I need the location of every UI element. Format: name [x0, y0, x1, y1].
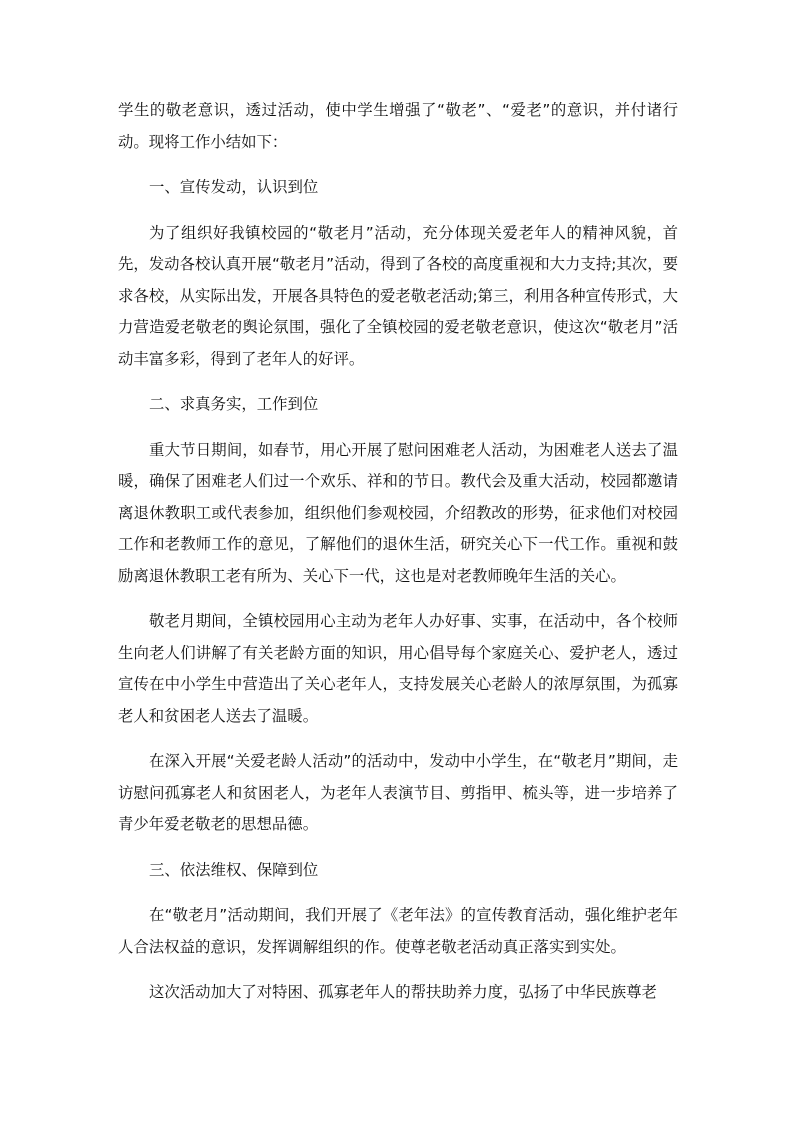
paragraph-publicity: 为了组织好我镇校园的“敬老月”活动，充分体现关爱老年人的精神风貌，首先，发动各校认真开展“敬老月”活动，得到了各校的高度重视和大力支持;其次，要求各校，从实际出发，开展各具特色的爱老敬老活动;第三，利用各种宣传形式，大力营造爱老敬老的舆论氛围，强化了全镇校园的爱老敬老意识，使这次“敬老月”活动丰富多彩，得到了老年人的好评。	[118, 223, 678, 368]
section-heading-publicity: 一、宣传发动，认识到位	[149, 178, 319, 196]
paragraph-summary-start: 这次活动加大了对特困、孤寡老年人的帮扶助养力度，弘扬了中华民族尊老	[149, 983, 657, 1001]
section-heading-practical-work: 二、求真务实，工作到位	[149, 395, 319, 413]
paragraph-law-education: 在“敬老月”活动期间，我们开展了《老年法》的宣传教育活动，强化维护老年人合法权益的意识，发挥调解组织的作。使尊老敬老活动真正落实到实处。	[118, 906, 678, 956]
paragraph-holiday-visits: 重大节日期间，如春节，用心开展了慰问困难老人活动，为困难老人送去了温暖，确保了困难老人们过一个欢乐、祥和的节日。教代会及重大活动，校园都邀请离退休教职工或代表参加，组织他们参观校园，介绍教改的形势，征求他们对校园工作和老教师工作的意见，了解他们的退休生活，研究关心下一代工作。重视和鼓励离退休教职工老有所为、关心下一代，这也是对老教师晚年生活的关心。	[118, 440, 678, 585]
document-body	[118, 95, 678, 1023]
paragraph-elderly-month-activities: 敬老月期间，全镇校园用心主动为老年人办好事、实事，在活动中，各个校师生向老人们讲解了有关老龄方面的知识，用心倡导每个家庭关心、爱护老人，透过宣传在中小学生中营造出了关心老年人，支持发展关心老龄人的浓厚氛围，为孤寡老人和贫困老人送去了温暖。	[118, 612, 678, 725]
paragraph-caring-activities: 在深入开展“关爱老龄人活动”的活动中，发动中小学生，在“敬老月”期间，走访慰问孤寡老人和贫困老人，为老年人表演节目、剪指甲、梳头等，进一步培养了青少年爱老敬老的思想品德。	[118, 752, 678, 833]
paragraph-intro-continuation: 学生的敬老意识，透过活动，使中学生增强了“敬老”、“爱老”的意识，并付诸行动。现将工作小结如下：	[118, 101, 678, 151]
section-heading-legal-protection: 三、依法维权、保障到位	[149, 860, 319, 879]
